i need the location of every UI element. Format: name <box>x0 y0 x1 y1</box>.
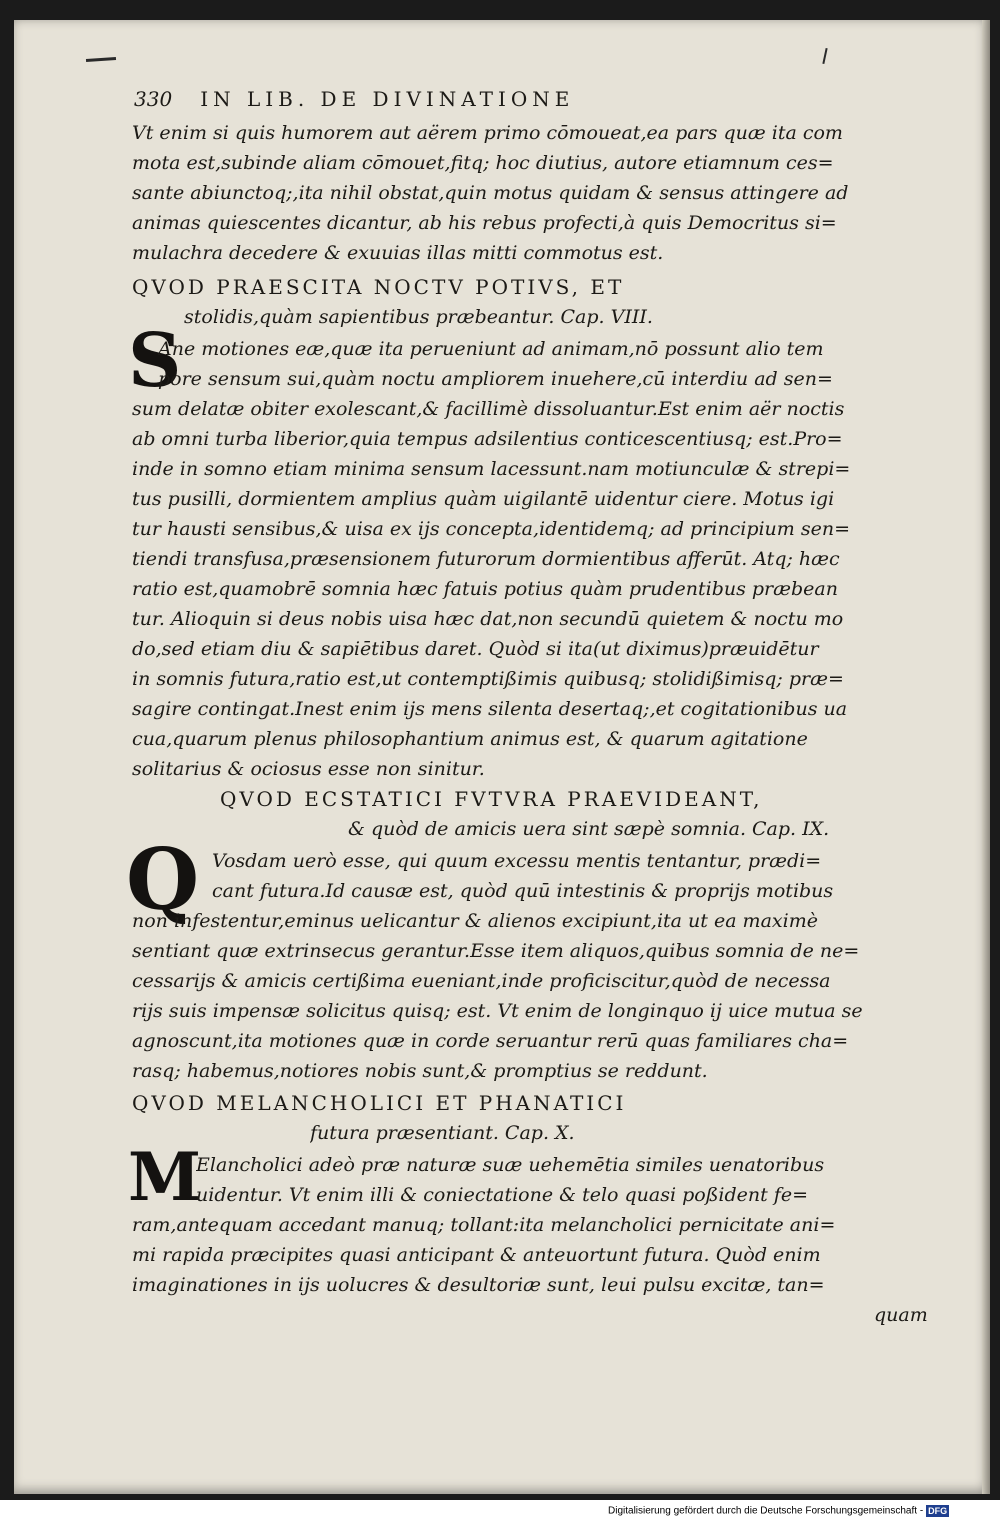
page-number: 330 <box>134 87 173 111</box>
text-line: Ane motiones eæ,quæ ita perueniunt ad animam,nō possunt alio tem <box>158 338 824 360</box>
text-line: Elancholici adeò præ naturæ suæ uehemētia similes uenatoribus <box>196 1154 825 1176</box>
book-page <box>14 20 990 1494</box>
text-line: ratio est,quamobrē somnia hæc fatuis potius quàm prudentibus præbean <box>132 578 838 600</box>
text-line: inde in somno etiam minima sensum lacessunt.nam motiunculæ & strepi= <box>132 458 851 480</box>
running-head-title: IN LIB. DE DIVINATIONE <box>200 87 575 111</box>
text-line: Vosdam uerò esse, qui quum excessu mentis tentantur, prædi= <box>212 850 822 872</box>
ink-mark <box>86 57 116 62</box>
text-line: ram,antequam accedant manuq; tollant:ita melancholici pernicitate ani= <box>132 1214 836 1236</box>
text-line: animas quiescentes dicantur, ab his rebus profecti,à quis Democritus si= <box>132 212 837 234</box>
text-line: non infestentur,eminus uelicantur & alienos excipiunt,ita ut ea maximè <box>132 910 818 932</box>
drop-cap: Q <box>126 830 200 929</box>
text-line: rijs suis impensæ solicitus quisq; est. Vt enim de longinquo ij uice mutua se <box>132 1000 863 1022</box>
chapter-heading: QVOD ECSTATICI FVTVRA PRAEVIDEANT, <box>220 787 763 811</box>
text-line: Vt enim si quis humorem aut aërem primo cōmoueat,ea pars quæ ita com <box>132 122 843 144</box>
chapter-subheading: stolidis,quàm sapientibus præbeantur. Cap. VIII. <box>184 306 653 328</box>
text-line: solitarius & ociosus esse non sinitur. <box>132 758 485 780</box>
dfg-logo: DFG <box>928 1506 948 1516</box>
chapter-heading: QVOD MELANCHOLICI ET PHANATICI <box>132 1091 627 1115</box>
drop-cap: S <box>128 318 182 404</box>
text-line: tus pusilli, dormientem amplius quàm uigilantē uidentur ciere. Motus igi <box>132 488 835 510</box>
text-line: mulachra decedere & exuuias illas mitti commotus est. <box>132 242 664 264</box>
text-line: ab omni turba liberior,quia tempus adsilentius conticescentiusq; est.Pro= <box>132 428 843 450</box>
text-line: tiendi transfusa,præsensionem futurorum dormientibus afferūt. Atq; hæc <box>132 548 840 570</box>
text-line: cua,quarum plenus philosophantium animus est, & quarum agitatione <box>132 728 808 750</box>
credit-text: Digitalisierung gefördert durch die Deutsche Forschungsgemeinschaft - <box>608 1505 924 1517</box>
text-line: imaginationes in ijs uolucres & desultoriæ sunt, leui pulsu excitæ, tan= <box>132 1274 825 1296</box>
catchword: quam <box>874 1304 928 1326</box>
drop-cap: M <box>128 1138 202 1216</box>
page-gutter-shadow <box>982 20 990 1494</box>
ink-mark <box>822 48 827 64</box>
text-line: do,sed etiam diu & sapiētibus daret. Quòd si ita(ut diximus)præuidētur <box>132 638 819 660</box>
text-line: sante abiunctoq;,ita nihil obstat,quin motus quidam & sensus attingere ad <box>132 182 849 204</box>
text-line: sentiant quæ extrinsecus gerantur.Esse item aliquos,quibus somnia de ne= <box>132 940 860 962</box>
chapter-heading: QVOD PRAESCITA NOCTV POTIVS, ET <box>132 275 625 299</box>
running-head <box>134 86 934 112</box>
chapter-subheading: & quòd de amicis uera sint sæpè somnia. Cap. IX. <box>348 818 830 840</box>
text-line: pore sensum sui,quàm noctu ampliorem inuehere,cū interdiu ad sen= <box>158 368 833 390</box>
digitization-credit <box>608 1505 988 1519</box>
text-line: in somnis futura,ratio est,ut contemptißimis quibusq; stolidißimisq; præ= <box>132 668 844 690</box>
text-line: cessarijs & amicis certißima eueniant,inde proficiscitur,quòd de necessa <box>132 970 831 992</box>
text-line: mi rapida præcipites quasi anticipant & anteuortunt futura. Quòd enim <box>132 1244 821 1266</box>
text-line: agnoscunt,ita motiones quæ in corde seruantur rerū quas familiares cha= <box>132 1030 849 1052</box>
text-line: mota est,subinde aliam cōmouet,fitq; hoc diutius, autore etiamnum ces= <box>132 152 834 174</box>
text-line: sagire contingat.Inest enim ijs mens silenta desertaq;,et cogitationibus ua <box>132 698 848 720</box>
chapter-subheading: futura præsentiant. Cap. X. <box>310 1122 575 1144</box>
text-line: tur hausti sensibus,& uisa ex ijs concepta,identidemq; ad principium sen= <box>132 518 851 540</box>
text-line: cant futura.Id causæ est, quòd quū intestinis & proprijs motibus <box>212 880 834 902</box>
text-line: uidentur. Vt enim illi & coniectatione & telo quasi poßident fe= <box>196 1184 808 1206</box>
text-line: rasq; habemus,notiores nobis sunt,& promptius se reddunt. <box>132 1060 708 1082</box>
text-line: tur. Alioquin si deus nobis uisa hæc dat,non secundū quietem & noctu mo <box>132 608 844 630</box>
text-line: sum delatæ obiter exolescant,& facillimè dissoluantur.Est enim aër noctis <box>132 398 845 420</box>
